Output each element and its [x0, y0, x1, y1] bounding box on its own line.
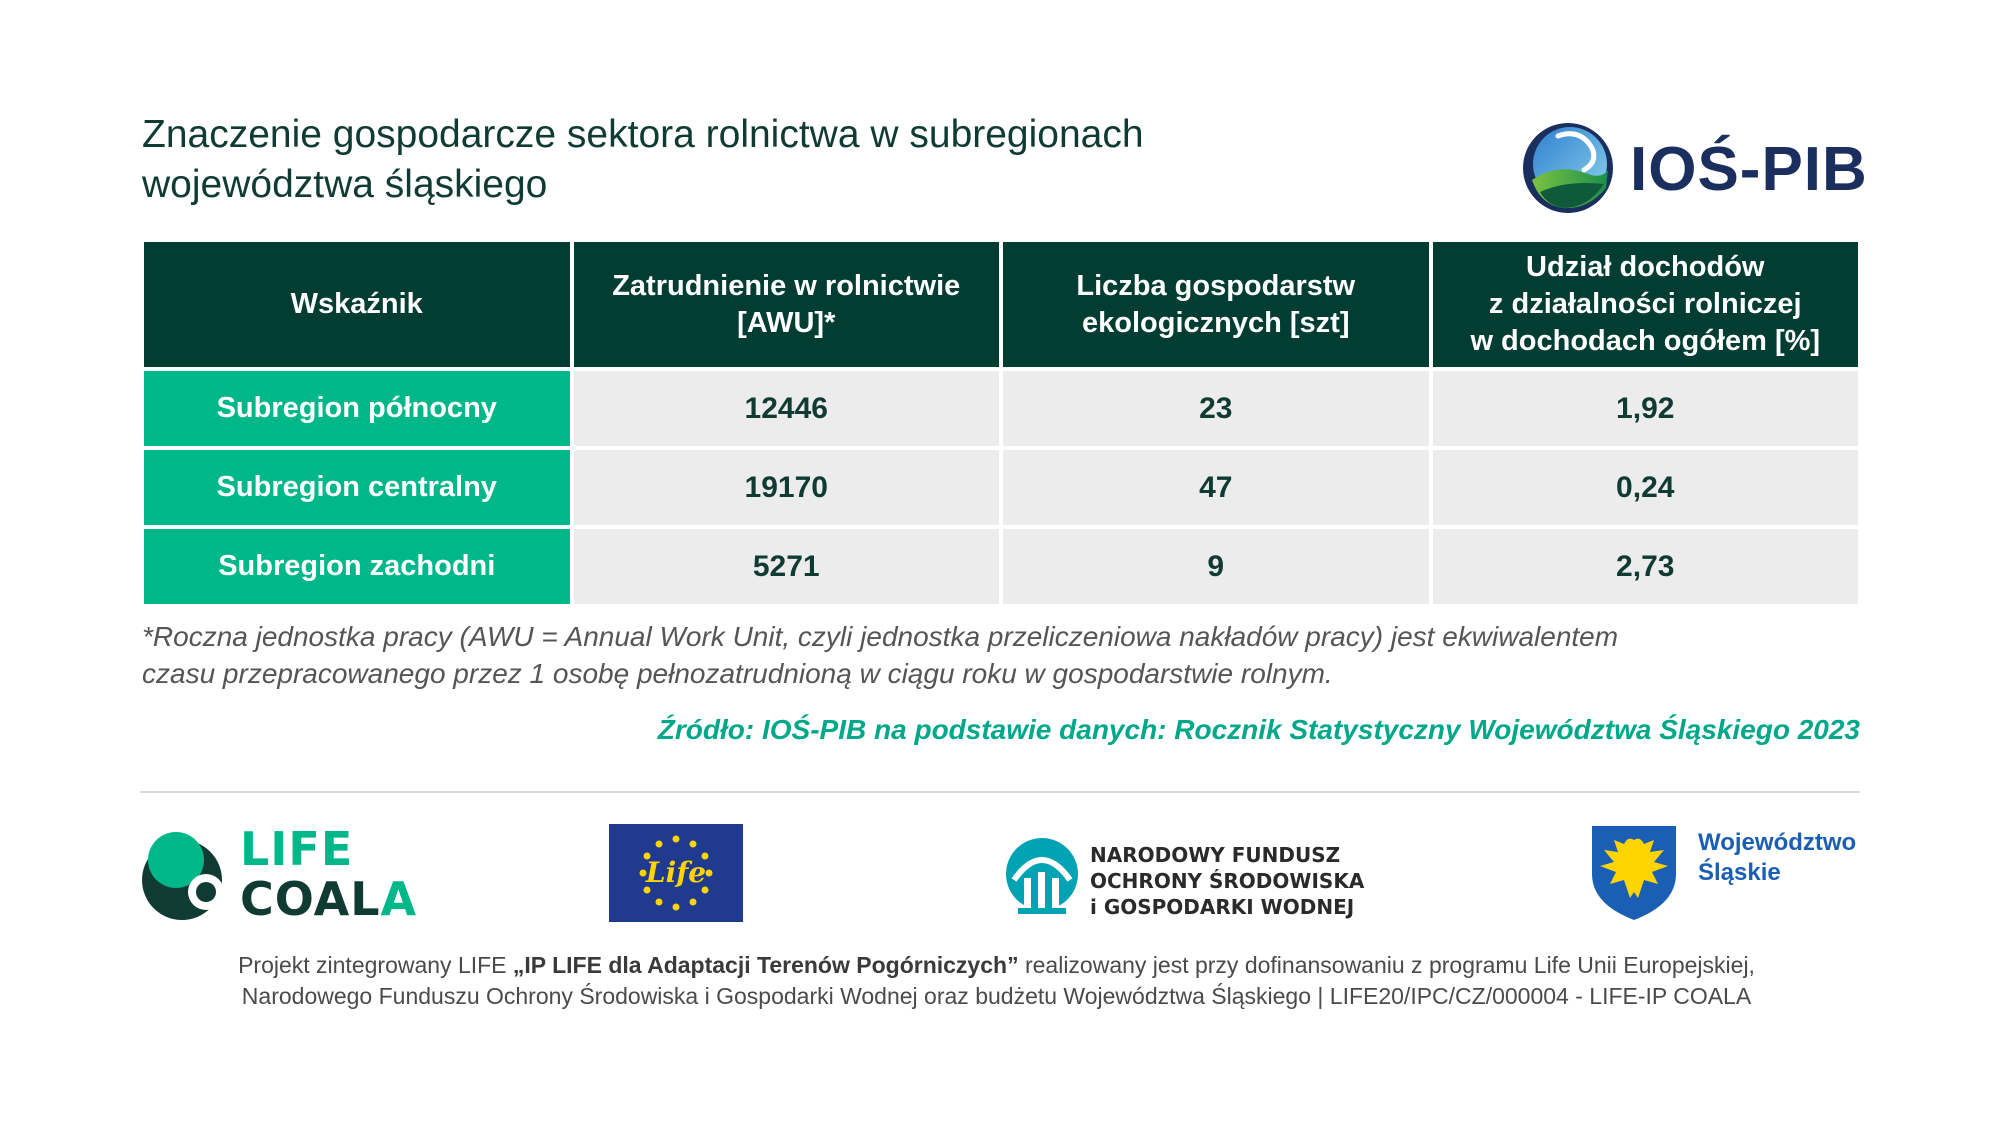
- eu-life-text: Life: [645, 856, 707, 889]
- eu-life-logo: [609, 824, 743, 922]
- project-line-2: Narodowego Funduszu Ochrony Środowiska i Gospodarki Wodnej oraz budżetu Województwa Śląskiego | LIFE20/IPC/CZ/000004 - LIFE-IP COALA: [241, 983, 1752, 1009]
- project-line-1: [0, 950, 1993, 981]
- employment-cell: 12446: [574, 371, 1000, 446]
- row-label: Subregion centralny: [144, 450, 570, 525]
- project-info: [0, 950, 1993, 1012]
- life-coala-line-1: LIFE: [240, 822, 354, 876]
- header-line: Zatrudnienie w rolnictwie: [612, 269, 961, 302]
- nfos-line-1: NARODOWY FUNDUSZ: [1090, 843, 1341, 867]
- header-line: Wskaźnik: [290, 288, 423, 320]
- slaskie-logo-text: [1698, 828, 1856, 888]
- header-line: Udział dochodów: [1526, 251, 1765, 283]
- income-share-cell: 1,92: [1433, 371, 1859, 446]
- table-row: [144, 450, 1858, 525]
- organic-farms-cell: 9: [1003, 529, 1429, 604]
- column-header-organic-farms: [1003, 242, 1429, 367]
- divider: [140, 791, 1860, 793]
- nfos-line-3: i GOSPODARKI WODNEJ: [1090, 895, 1355, 919]
- table-header-row: [144, 242, 1858, 367]
- income-share-cell: 2,73: [1433, 529, 1859, 604]
- data-table: [140, 238, 1862, 608]
- income-share-cell: 0,24: [1433, 450, 1859, 525]
- row-label: Subregion zachodni: [144, 529, 570, 604]
- table-row: [144, 371, 1858, 446]
- ios-pib-logo-icon: [1518, 118, 1618, 218]
- ios-pib-logo: [1518, 118, 1868, 218]
- header-line: ekologicznych [szt]: [1082, 306, 1350, 339]
- slaskie-line-2: Śląskie: [1698, 859, 1781, 886]
- header-line: w dochodach ogółem [%]: [1470, 325, 1821, 357]
- project-name: „IP LIFE dla Adaptacji Terenów Pogórniczych”: [512, 952, 1019, 978]
- life-coala-line-2-accent: A: [380, 872, 418, 926]
- footnote-line-2: czasu przepracowanego przez 1 osobę pełnozatrudnioną w ciągu roku w gospodarstwie rolnym.: [142, 658, 1333, 689]
- project-line-1-pre: Projekt zintegrowany LIFE: [238, 952, 513, 978]
- organic-farms-cell: 47: [1003, 450, 1429, 525]
- header-line: z działalności rolniczej: [1488, 288, 1802, 320]
- employment-cell: 5271: [574, 529, 1000, 604]
- life-coala-logo-icon: [140, 820, 236, 930]
- page-title: [142, 110, 1292, 210]
- header-line: Liczba gospodarstw: [1076, 269, 1356, 302]
- nfos-logo-text: [1090, 842, 1364, 920]
- project-line-1-post: realizowany jest przy dofinansowaniu z programu Life Unii Europejskiej,: [1018, 952, 1755, 978]
- slaskie-line-1: Województwo: [1698, 829, 1857, 856]
- slaskie-logo: [1588, 822, 1878, 922]
- life-coala-line-2: [240, 874, 417, 924]
- nfos-logo-icon: [1004, 834, 1080, 918]
- column-header-income-share: [1433, 242, 1859, 367]
- nfos-line-2: OCHRONY ŚRODOWISKA: [1090, 869, 1365, 893]
- page-title-line-2: województwa śląskiego: [142, 163, 548, 206]
- footnote: [142, 618, 1872, 692]
- footnote-line-1: *Roczna jednostka pracy (AWU = Annual Work Unit, czyli jednostka przeliczeniowa nakładów pracy) jest ekwiwalentem: [142, 621, 1619, 652]
- page-title-line-1: Znaczenie gospodarcze sektora rolnictwa w subregionach: [142, 113, 1144, 156]
- column-header-employment: [574, 242, 1000, 367]
- column-header-indicator: [144, 242, 570, 367]
- header-line: [AWU]*: [737, 306, 836, 339]
- life-coala-line-2-main: COAL: [240, 872, 381, 926]
- employment-cell: 19170: [574, 450, 1000, 525]
- eagle-crest-icon: [1588, 822, 1680, 922]
- table-row: [144, 529, 1858, 604]
- row-label: Subregion północny: [144, 371, 570, 446]
- ios-pib-logo-text: IOŚ-PIB: [1630, 135, 1868, 204]
- organic-farms-cell: 23: [1003, 371, 1429, 446]
- life-coala-logo: [140, 820, 418, 930]
- nfos-logo: [1004, 834, 1365, 924]
- source-note: Źródło: IOŚ-PIB na podstawie danych: Rocznik Statystyczny Województwa Śląskiego 2023: [657, 714, 1860, 745]
